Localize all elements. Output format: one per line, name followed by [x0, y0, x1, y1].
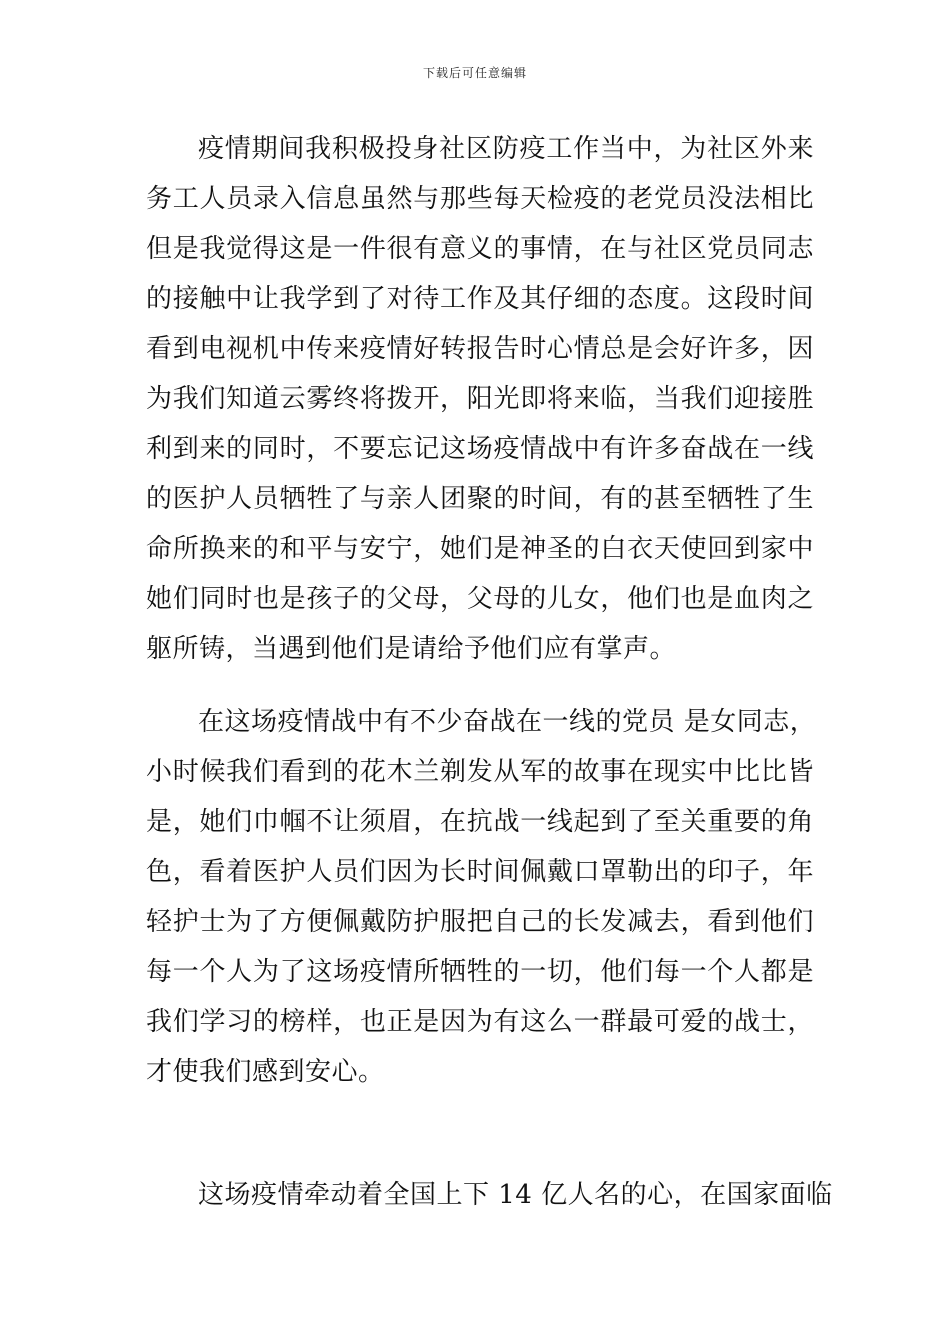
paragraph-line: 轻护士为了方便佩戴防护服把自己的长发减去，看到他们	[146, 907, 814, 937]
paragraph-2	[146, 697, 817, 1097]
paragraph-line: 命所换来的和平与安宁，她们是神圣的白衣天使回到家中	[146, 534, 814, 564]
paragraph-line: 疫情期间我积极投身社区防疫工作当中，为社区外来	[198, 134, 814, 164]
paragraph-line: 小时候我们看到的花木兰剃发从军的故事在现实中比比皆	[146, 757, 814, 787]
paragraph-line: 的接触中让我学到了对待工作及其仔细的态度。这段时间	[146, 284, 814, 314]
paragraph-line: 利到来的同时，不要忘记这场疫情战中有许多奋战在一线	[146, 434, 814, 464]
paragraph-line: 的医护人员牺牲了与亲人团聚的时间，有的甚至牺牲了生	[146, 484, 814, 514]
paragraph-line: 这场疫情牵动着全国上下 14 亿人名的心，在国家面临	[198, 1180, 833, 1210]
paragraph-line: 看到电视机中传来疫情好转报告时心情总是会好许多，因	[146, 334, 814, 364]
paragraph-line: 我们学习的榜样，也正是因为有这么一群最可爱的战士，	[146, 1007, 814, 1037]
paragraph-line: 但是我觉得这是一件很有意义的事情，在与社区党员同志	[146, 234, 814, 264]
paragraph-line: 躯所铸，当遇到他们是请给予他们应有掌声。	[146, 634, 677, 664]
paragraph-1	[146, 124, 814, 674]
paragraph-line: 为我们知道云雾终将拨开，阳光即将来临，当我们迎接胜	[146, 384, 814, 414]
paragraph-line: 是，她们巾帼不让须眉，在抗战一线起到了至关重要的角	[146, 807, 814, 837]
paragraph-line: 才使我们感到安心。	[146, 1057, 385, 1087]
paragraph-3	[146, 1170, 833, 1220]
paragraph-line: 色，看着医护人员们因为长时间佩戴口罩勒出的印子，年	[146, 857, 814, 887]
paragraph-line: 每一个人为了这场疫情所牺牲的一切，他们每一个人都是	[146, 957, 814, 987]
paragraph-line: 在这场疫情战中有不少奋战在一线的党员 是女同志，	[198, 707, 817, 737]
paragraph-line: 务工人员录入信息虽然与那些每天检疫的老党员没法相比	[146, 184, 814, 214]
page-header: 下载后可任意编辑	[422, 66, 527, 80]
paragraph-line: 她们同时也是孩子的父母，父母的儿女，他们也是血肉之	[146, 584, 814, 614]
